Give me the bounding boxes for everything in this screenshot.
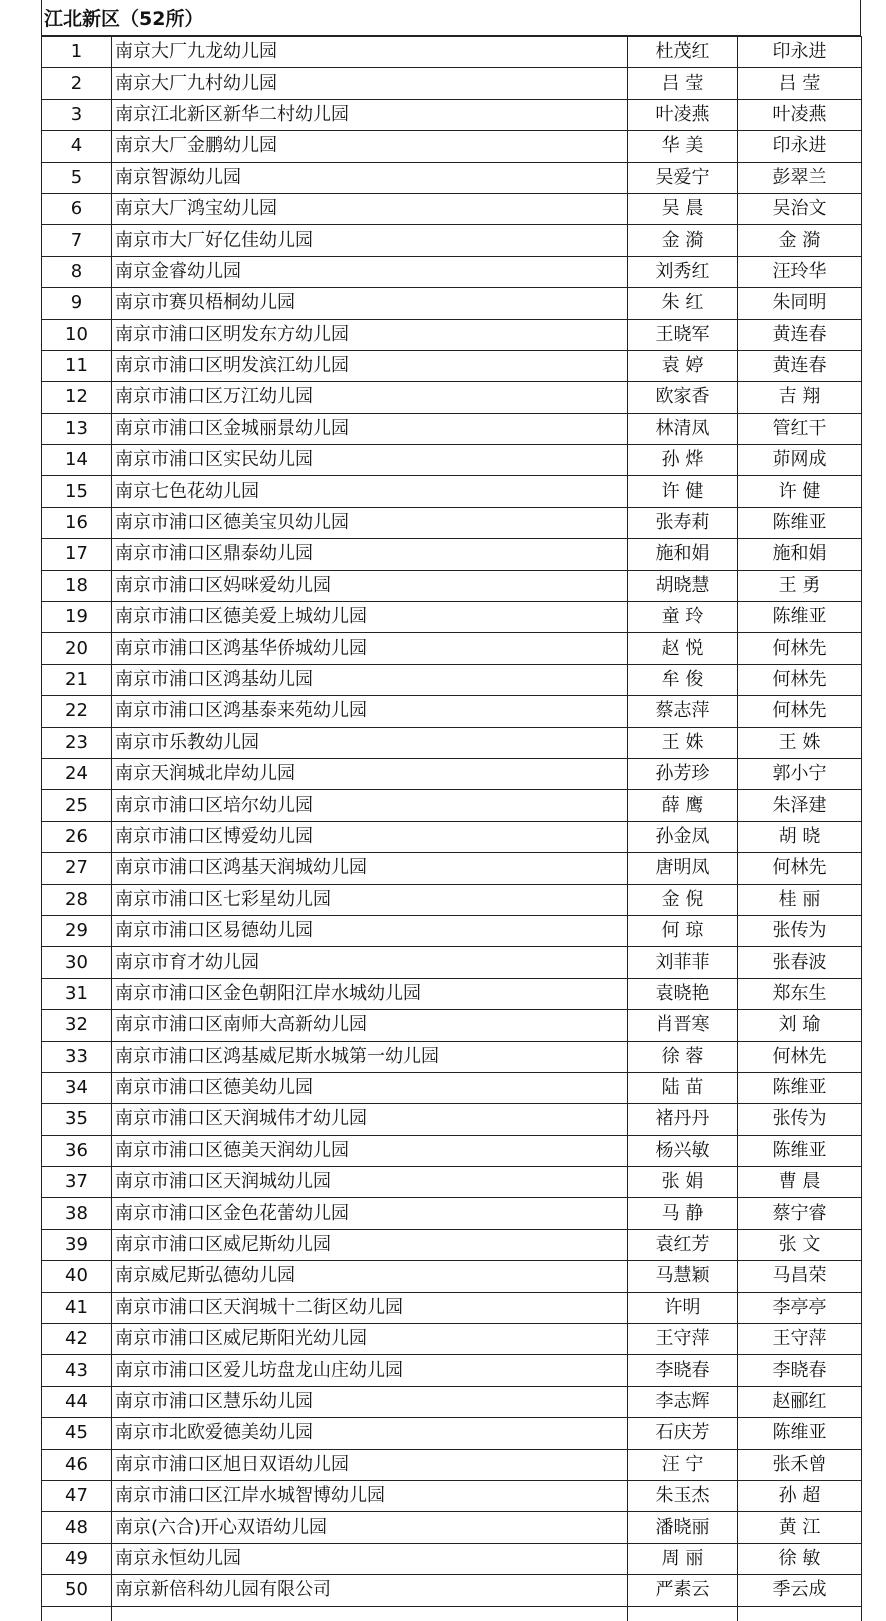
kindergarten-name: 南京市浦口区明发滨江幼儿园 (112, 350, 628, 381)
row-number: 20 (42, 633, 112, 664)
principal-name: 林清凤 (628, 413, 738, 444)
table-row (42, 1104, 862, 1135)
kindergarten-name: 南京七色花幼儿园 (112, 476, 628, 507)
kindergarten-name: 南京市浦口区天润城幼儿园 (112, 1167, 628, 1198)
principal-name: 金 漪 (628, 225, 738, 256)
table-row (42, 570, 862, 601)
legal-representative-name: 许 健 (738, 476, 862, 507)
kindergarten-name: 南京市北欧爱德美幼儿园 (112, 1418, 628, 1449)
kindergarten-name: 南京市浦口区金城丽景幼儿园 (112, 413, 628, 444)
legal-representative-name: 曹 晨 (738, 1167, 862, 1198)
principal-name: 马 静 (628, 1198, 738, 1229)
row-number: 48 (42, 1512, 112, 1543)
principal-name: 牟 俊 (628, 664, 738, 695)
table-row (42, 1198, 862, 1229)
principal-name: 唐明凤 (628, 853, 738, 884)
principal-name: 孙金凤 (628, 821, 738, 852)
row-number: 29 (42, 915, 112, 946)
principal-name: 华 美 (628, 131, 738, 162)
kindergarten-name: 南京市浦口区鸿基天润城幼儿园 (112, 853, 628, 884)
row-number: 22 (42, 696, 112, 727)
table-row (42, 915, 862, 946)
principal-name: 吕 莹 (628, 68, 738, 99)
table-row (42, 68, 862, 99)
legal-representative-name: 黄连春 (738, 350, 862, 381)
table-row (42, 1543, 862, 1574)
table-row (42, 978, 862, 1009)
legal-representative-name: 吕 莹 (738, 68, 862, 99)
cutoff-cell (112, 1606, 628, 1621)
principal-name: 袁红芳 (628, 1229, 738, 1260)
row-number: 11 (42, 350, 112, 381)
row-number: 3 (42, 99, 112, 130)
cutoff-cell (42, 1606, 112, 1621)
legal-representative-name: 张禾曾 (738, 1449, 862, 1480)
table-row (42, 1512, 862, 1543)
kindergarten-name: 南京大厂鸿宝幼儿园 (112, 193, 628, 224)
legal-representative-name: 朱同明 (738, 288, 862, 319)
kindergarten-name: 南京市浦口区明发东方幼儿园 (112, 319, 628, 350)
row-number: 10 (42, 319, 112, 350)
row-number: 24 (42, 758, 112, 789)
row-number: 14 (42, 445, 112, 476)
principal-name: 童 玲 (628, 602, 738, 633)
row-number: 46 (42, 1449, 112, 1480)
table-row (42, 664, 862, 695)
legal-representative-name: 王 勇 (738, 570, 862, 601)
principal-name: 张寿莉 (628, 507, 738, 538)
table-row-cutoff (42, 1606, 862, 1621)
legal-representative-name: 张传为 (738, 1104, 862, 1135)
kindergarten-name: 南京市浦口区博爱幼儿园 (112, 821, 628, 852)
kindergarten-name: 南京市浦口区威尼斯阳光幼儿园 (112, 1324, 628, 1355)
kindergarten-name: 南京市浦口区七彩星幼儿园 (112, 884, 628, 915)
legal-representative-name: 徐 敏 (738, 1543, 862, 1574)
cutoff-cell (628, 1606, 738, 1621)
kindergarten-name: 南京市浦口区鼎泰幼儿园 (112, 539, 628, 570)
table-row (42, 382, 862, 413)
principal-name: 周 丽 (628, 1543, 738, 1574)
table-row (42, 193, 862, 224)
table-row (42, 1072, 862, 1103)
legal-representative-name: 彭翠兰 (738, 162, 862, 193)
kindergarten-name: 南京天润城北岸幼儿园 (112, 758, 628, 789)
kindergarten-name: 南京市浦口区万江幼儿园 (112, 382, 628, 413)
legal-representative-name: 黄连春 (738, 319, 862, 350)
row-number: 49 (42, 1543, 112, 1574)
row-number: 12 (42, 382, 112, 413)
row-number: 27 (42, 853, 112, 884)
kindergarten-name: 南京江北新区新华二村幼儿园 (112, 99, 628, 130)
row-number: 21 (42, 664, 112, 695)
row-number: 35 (42, 1104, 112, 1135)
principal-name: 袁 婷 (628, 350, 738, 381)
principal-name: 朱玉杰 (628, 1480, 738, 1511)
table-row (42, 696, 862, 727)
legal-representative-name: 李晓春 (738, 1355, 862, 1386)
kindergarten-name: 南京市育才幼儿园 (112, 947, 628, 978)
row-number: 42 (42, 1324, 112, 1355)
principal-name: 李志辉 (628, 1386, 738, 1417)
row-number: 41 (42, 1292, 112, 1323)
table-row (42, 633, 862, 664)
principal-name: 孙芳珍 (628, 758, 738, 789)
legal-representative-name: 陈维亚 (738, 507, 862, 538)
kindergarten-name: 南京市浦口区旭日双语幼儿园 (112, 1449, 628, 1480)
cutoff-cell (738, 1606, 862, 1621)
legal-representative-name: 胡 晓 (738, 821, 862, 852)
principal-name: 严素云 (628, 1575, 738, 1606)
legal-representative-name: 何林先 (738, 1041, 862, 1072)
row-number: 4 (42, 131, 112, 162)
row-number: 9 (42, 288, 112, 319)
principal-name: 朱 红 (628, 288, 738, 319)
table-row (42, 131, 862, 162)
table-row (42, 507, 862, 538)
row-number: 17 (42, 539, 112, 570)
table-row (42, 947, 862, 978)
row-number: 33 (42, 1041, 112, 1072)
kindergarten-name: 南京大厂九龙幼儿园 (112, 37, 628, 68)
principal-name: 陆 苗 (628, 1072, 738, 1103)
legal-representative-name: 陈维亚 (738, 1418, 862, 1449)
table-row (42, 602, 862, 633)
kindergarten-name: 南京市浦口区德美宝贝幼儿园 (112, 507, 628, 538)
kindergarten-name: 南京市浦口区天润城伟才幼儿园 (112, 1104, 628, 1135)
kindergarten-name: 南京智源幼儿园 (112, 162, 628, 193)
principal-name: 张 娟 (628, 1167, 738, 1198)
principal-name: 石庆芳 (628, 1418, 738, 1449)
principal-name: 叶凌燕 (628, 99, 738, 130)
legal-representative-name: 吴治文 (738, 193, 862, 224)
legal-representative-name: 何林先 (738, 696, 862, 727)
legal-representative-name: 陈维亚 (738, 1135, 862, 1166)
table-row (42, 758, 862, 789)
kindergarten-name: 南京永恒幼儿园 (112, 1543, 628, 1574)
row-number: 28 (42, 884, 112, 915)
legal-representative-name: 蔡宁睿 (738, 1198, 862, 1229)
table-row (42, 1386, 862, 1417)
legal-representative-name: 印永进 (738, 37, 862, 68)
principal-name: 施和娟 (628, 539, 738, 570)
legal-representative-name: 陈维亚 (738, 602, 862, 633)
principal-name: 欧家香 (628, 382, 738, 413)
principal-name: 李晓春 (628, 1355, 738, 1386)
row-number: 36 (42, 1135, 112, 1166)
row-number: 5 (42, 162, 112, 193)
principal-name: 刘菲菲 (628, 947, 738, 978)
row-number: 30 (42, 947, 112, 978)
row-number: 37 (42, 1167, 112, 1198)
kindergarten-name: 南京市浦口区鸿基威尼斯水城第一幼儿园 (112, 1041, 628, 1072)
row-number: 47 (42, 1480, 112, 1511)
kindergarten-name: 南京市浦口区鸿基华侨城幼儿园 (112, 633, 628, 664)
legal-representative-name: 孙 超 (738, 1480, 862, 1511)
kindergarten-name: 南京市浦口区培尔幼儿园 (112, 790, 628, 821)
legal-representative-name: 张 文 (738, 1229, 862, 1260)
kindergarten-name: 南京市浦口区实民幼儿园 (112, 445, 628, 476)
table-row (42, 884, 862, 915)
principal-name: 赵 悦 (628, 633, 738, 664)
row-number: 18 (42, 570, 112, 601)
table-row (42, 288, 862, 319)
principal-name: 汪 宁 (628, 1449, 738, 1480)
principal-name: 刘秀红 (628, 256, 738, 287)
kindergarten-name: 南京大厂九村幼儿园 (112, 68, 628, 99)
kindergarten-name: 南京市浦口区慧乐幼儿园 (112, 1386, 628, 1417)
table-row (42, 319, 862, 350)
principal-name: 吴爱宁 (628, 162, 738, 193)
kindergarten-name: 南京市浦口区金色花蕾幼儿园 (112, 1198, 628, 1229)
principal-name: 杨兴敏 (628, 1135, 738, 1166)
principal-name: 杜茂红 (628, 37, 738, 68)
table-row (42, 162, 862, 193)
row-number: 13 (42, 413, 112, 444)
table-row (42, 1355, 862, 1386)
kindergarten-name: 南京市浦口区江岸水城智博幼儿园 (112, 1480, 628, 1511)
legal-representative-name: 何林先 (738, 664, 862, 695)
table-row (42, 1480, 862, 1511)
principal-name: 肖晋寒 (628, 1010, 738, 1041)
table-row (42, 445, 862, 476)
kindergarten-list-sheet (41, 0, 861, 1621)
principal-name: 王 姝 (628, 727, 738, 758)
legal-representative-name: 刘 瑜 (738, 1010, 862, 1041)
row-number: 16 (42, 507, 112, 538)
legal-representative-name: 马昌荣 (738, 1261, 862, 1292)
table-row (42, 1418, 862, 1449)
legal-representative-name: 吉 翔 (738, 382, 862, 413)
kindergarten-name: 南京市浦口区爱儿坊盘龙山庄幼儿园 (112, 1355, 628, 1386)
row-number: 7 (42, 225, 112, 256)
legal-representative-name: 印永进 (738, 131, 862, 162)
kindergarten-name: 南京市浦口区威尼斯幼儿园 (112, 1229, 628, 1260)
row-number: 23 (42, 727, 112, 758)
legal-representative-name: 赵郦红 (738, 1386, 862, 1417)
kindergarten-name: 南京威尼斯弘德幼儿园 (112, 1261, 628, 1292)
table-row (42, 1135, 862, 1166)
legal-representative-name: 郭小宁 (738, 758, 862, 789)
row-number: 32 (42, 1010, 112, 1041)
row-number: 50 (42, 1575, 112, 1606)
kindergarten-name: 南京市大厂好亿佳幼儿园 (112, 225, 628, 256)
legal-representative-name: 茆网成 (738, 445, 862, 476)
kindergarten-name: 南京市浦口区妈咪爱幼儿园 (112, 570, 628, 601)
table-row (42, 225, 862, 256)
row-number: 31 (42, 978, 112, 1009)
principal-name: 胡晓慧 (628, 570, 738, 601)
row-number: 40 (42, 1261, 112, 1292)
kindergarten-name: 南京市浦口区鸿基幼儿园 (112, 664, 628, 695)
legal-representative-name: 金 漪 (738, 225, 862, 256)
kindergarten-table (41, 36, 862, 1621)
row-number: 34 (42, 1072, 112, 1103)
row-number: 45 (42, 1418, 112, 1449)
legal-representative-name: 桂 丽 (738, 884, 862, 915)
table-row (42, 1261, 862, 1292)
table-row (42, 413, 862, 444)
row-number: 8 (42, 256, 112, 287)
row-number: 39 (42, 1229, 112, 1260)
kindergarten-name: 南京新倍科幼儿园有限公司 (112, 1575, 628, 1606)
legal-representative-name: 王 姝 (738, 727, 862, 758)
kindergarten-name: 南京市浦口区金色朝阳江岸水城幼儿园 (112, 978, 628, 1009)
legal-representative-name: 叶凌燕 (738, 99, 862, 130)
row-number: 15 (42, 476, 112, 507)
table-row (42, 790, 862, 821)
table-row (42, 350, 862, 381)
kindergarten-name: 南京市浦口区鸿基泰来苑幼儿园 (112, 696, 628, 727)
kindergarten-name: 南京大厂金鹏幼儿园 (112, 131, 628, 162)
principal-name: 许明 (628, 1292, 738, 1323)
table-row (42, 1324, 862, 1355)
principal-name: 褚丹丹 (628, 1104, 738, 1135)
table-row (42, 476, 862, 507)
principal-name: 王晓军 (628, 319, 738, 350)
row-number: 25 (42, 790, 112, 821)
kindergarten-name: 南京市浦口区易德幼儿园 (112, 915, 628, 946)
row-number: 6 (42, 193, 112, 224)
table-row (42, 1041, 862, 1072)
principal-name: 蔡志萍 (628, 696, 738, 727)
row-number: 1 (42, 37, 112, 68)
legal-representative-name: 朱泽建 (738, 790, 862, 821)
legal-representative-name: 陈维亚 (738, 1072, 862, 1103)
table-row (42, 256, 862, 287)
table-row (42, 1449, 862, 1480)
principal-name: 薛 鹰 (628, 790, 738, 821)
kindergarten-name: 南京市乐教幼儿园 (112, 727, 628, 758)
legal-representative-name: 黄 江 (738, 1512, 862, 1543)
legal-representative-name: 何林先 (738, 633, 862, 664)
legal-representative-name: 张春波 (738, 947, 862, 978)
legal-representative-name: 施和娟 (738, 539, 862, 570)
row-number: 44 (42, 1386, 112, 1417)
kindergarten-name: 南京市浦口区德美天润幼儿园 (112, 1135, 628, 1166)
table-row (42, 99, 862, 130)
table-row (42, 821, 862, 852)
legal-representative-name: 何林先 (738, 853, 862, 884)
principal-name: 王守萍 (628, 1324, 738, 1355)
table-row (42, 1229, 862, 1260)
legal-representative-name: 季云成 (738, 1575, 862, 1606)
kindergarten-name: 南京(六合)开心双语幼儿园 (112, 1512, 628, 1543)
table-row (42, 1292, 862, 1323)
kindergarten-name: 南京市浦口区德美爱上城幼儿园 (112, 602, 628, 633)
kindergarten-name: 南京市浦口区南师大高新幼儿园 (112, 1010, 628, 1041)
table-row (42, 727, 862, 758)
table-row (42, 853, 862, 884)
table-row (42, 539, 862, 570)
legal-representative-name: 张传为 (738, 915, 862, 946)
principal-name: 孙 烨 (628, 445, 738, 476)
row-number: 19 (42, 602, 112, 633)
kindergarten-name: 南京市浦口区天润城十二街区幼儿园 (112, 1292, 628, 1323)
table-row (42, 1167, 862, 1198)
row-number: 43 (42, 1355, 112, 1386)
principal-name: 金 倪 (628, 884, 738, 915)
principal-name: 吴 晨 (628, 193, 738, 224)
legal-representative-name: 管红干 (738, 413, 862, 444)
principal-name: 马慧颖 (628, 1261, 738, 1292)
legal-representative-name: 郑东生 (738, 978, 862, 1009)
district-title: 江北新区（52所） (41, 0, 861, 36)
kindergarten-name: 南京市浦口区德美幼儿园 (112, 1072, 628, 1103)
table-row (42, 1010, 862, 1041)
legal-representative-name: 李亭亭 (738, 1292, 862, 1323)
row-number: 26 (42, 821, 112, 852)
table-row (42, 1575, 862, 1606)
table-body (42, 37, 862, 1621)
kindergarten-name: 南京金睿幼儿园 (112, 256, 628, 287)
table-row (42, 37, 862, 68)
principal-name: 徐 蓉 (628, 1041, 738, 1072)
row-number: 38 (42, 1198, 112, 1229)
kindergarten-name: 南京市赛贝梧桐幼儿园 (112, 288, 628, 319)
legal-representative-name: 汪玲华 (738, 256, 862, 287)
principal-name: 何 琼 (628, 915, 738, 946)
row-number: 2 (42, 68, 112, 99)
principal-name: 许 健 (628, 476, 738, 507)
principal-name: 袁晓艳 (628, 978, 738, 1009)
legal-representative-name: 王守萍 (738, 1324, 862, 1355)
principal-name: 潘晓丽 (628, 1512, 738, 1543)
